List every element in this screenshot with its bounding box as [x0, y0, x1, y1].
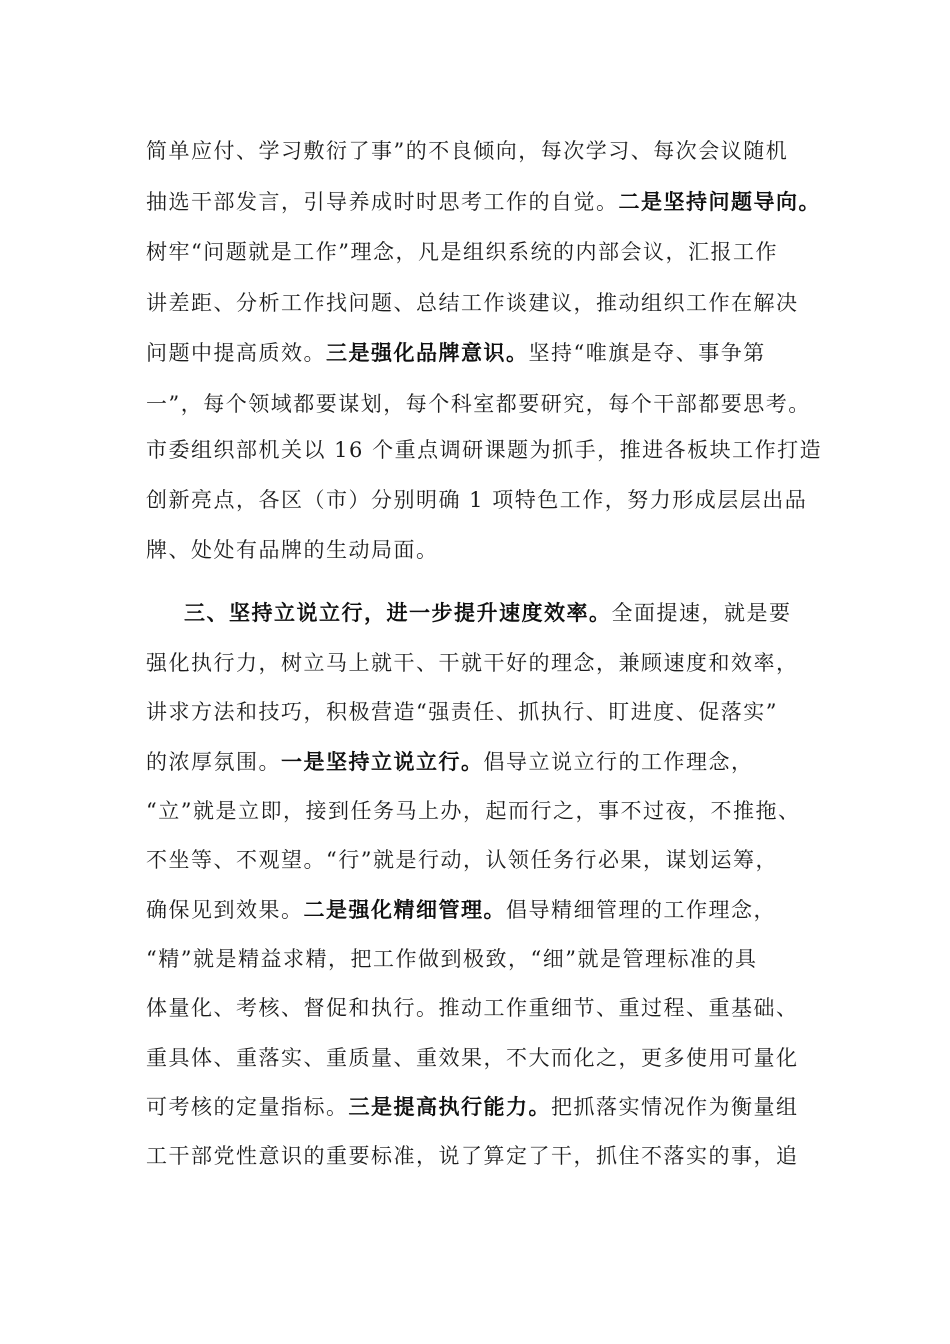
text-run: 简单应付、学习敷衍了事”的不良倾向，每次学习、每次会议随机 — [146, 139, 789, 163]
text-run: 一”，每个领域都要谋划，每个科室都要研究，每个干部都要思考。 — [146, 392, 811, 416]
text-line — [146, 232, 826, 272]
text-line — [146, 742, 826, 782]
text-line — [146, 283, 826, 323]
text-line — [146, 1038, 826, 1078]
text-line — [146, 1087, 826, 1127]
text-line — [146, 988, 826, 1028]
text-run: 把抓落实情况作为衡量组 — [551, 1095, 799, 1119]
text-line — [146, 430, 826, 470]
text-line — [146, 333, 826, 373]
text-run: 抽选干部发言，引导养成时时思考工作的自觉。 — [146, 190, 619, 214]
text-run: “精”就是精益求精，把工作做到极致，“细”就是管理标准的具 — [146, 947, 758, 971]
text-run: 的浓厚氛围。 — [146, 750, 281, 774]
section-heading: 三、坚持立说立行，进一步提升速度效率。 — [184, 601, 612, 625]
text-line — [146, 791, 826, 831]
text-line — [146, 840, 826, 880]
text-run: 重具体、重落实、重质量、重效果，不大而化之，更多使用可量化 — [146, 1046, 799, 1070]
text-line — [146, 530, 826, 570]
text-line — [146, 692, 826, 732]
text-run: 市委组织部机关以 16 个重点调研课题为抓手，推进各板块工作打造 — [146, 438, 823, 462]
text-run: “立”就是立即，接到任务马上办，起而行之，事不过夜，不推拖、 — [146, 799, 801, 823]
text-line — [146, 480, 826, 520]
text-run: 全面提速，就是要 — [611, 601, 792, 625]
text-run: 讲求方法和技巧，积极营造“强责任、抓执行、盯进度、促落实” — [146, 700, 778, 724]
text-run: 可考核的定量指标。 — [146, 1095, 349, 1119]
text-line — [146, 890, 826, 930]
text-line — [184, 593, 864, 633]
text-run: 倡导精细管理的工作理念， — [506, 898, 776, 922]
text-run: 讲差距、分析工作找问题、总结工作谈建议，推动组织工作在解决 — [146, 291, 799, 315]
text-run: 树牢“问题就是工作”理念，凡是组织系统的内部会议，汇报工作 — [146, 240, 778, 264]
bold-heading: 一是坚持立说立行。 — [281, 750, 484, 774]
text-run: 工干部党性意识的重要标准，说了算定了干，抓住不落实的事，追 — [146, 1144, 799, 1168]
text-run: 创新亮点，各区（市）分别明确 1 项特色工作，努力形成层层出品 — [146, 488, 808, 512]
text-line — [146, 131, 826, 171]
bold-heading: 二是坚持问题导向。 — [618, 190, 821, 214]
text-line — [146, 384, 826, 424]
text-run: 强化执行力，树立马上就干、干就干好的理念，兼顾速度和效率， — [146, 651, 799, 675]
bold-heading: 三是强化品牌意识。 — [326, 341, 529, 365]
text-run: 牌、处处有品牌的生动局面。 — [146, 538, 439, 562]
text-run: 确保见到效果。 — [146, 898, 304, 922]
text-line — [146, 182, 826, 222]
text-run: 问题中提高质效。 — [146, 341, 326, 365]
text-run: 不坐等、不观望。“行”就是行动，认领任务行必果，谋划运筹， — [146, 848, 778, 872]
text-run: 体量化、考核、督促和执行。推动工作重细节、重过程、重基础、 — [146, 996, 799, 1020]
text-line — [146, 1136, 826, 1176]
bold-heading: 二是强化精细管理。 — [303, 898, 506, 922]
bold-heading: 三是提高执行能力。 — [348, 1095, 551, 1119]
text-run: 倡导立说立行的工作理念， — [483, 750, 754, 774]
text-line — [146, 643, 826, 683]
text-run: 坚持“唯旗是夺、事争第 — [528, 341, 766, 365]
text-line — [146, 939, 826, 979]
